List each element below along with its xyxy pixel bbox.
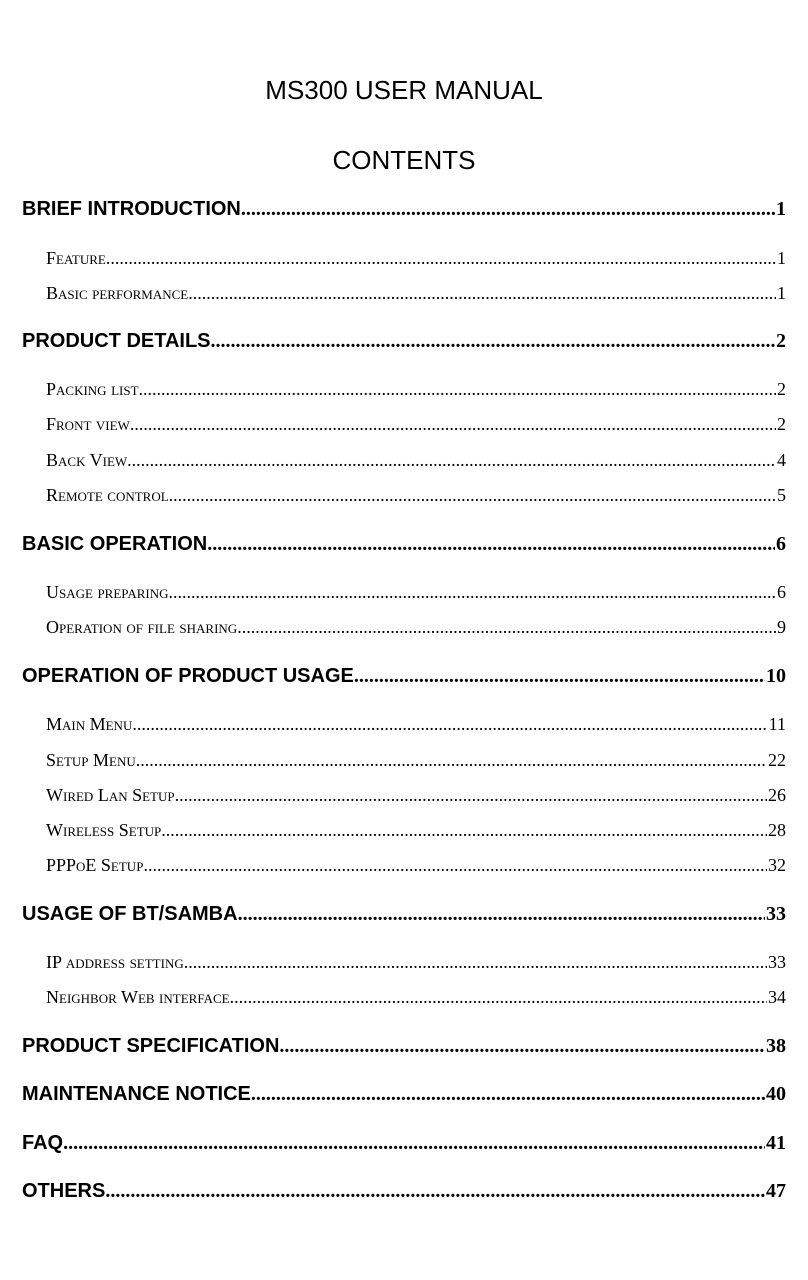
toc-page-number: 6	[777, 582, 786, 602]
toc-entry-title: PPPoE Setup	[46, 855, 144, 875]
toc-entry-title: Wired Lan Setup	[46, 785, 175, 805]
toc-entry-pppoe-setup[interactable]	[46, 853, 786, 877]
toc-dot-leader	[130, 412, 776, 436]
toc-entry-maintenance-notice[interactable]	[22, 1080, 786, 1108]
toc-page-number: 2	[777, 379, 786, 399]
toc-entry-basic-performance[interactable]	[46, 281, 786, 305]
toc-dot-leader	[251, 1080, 765, 1108]
toc-dot-leader	[169, 580, 777, 604]
toc-entry-title: IP address setting	[46, 952, 184, 972]
toc-entry-main-menu[interactable]	[46, 712, 786, 736]
toc-page-number: 1	[776, 198, 786, 220]
toc-entry-title: BASIC OPERATION	[22, 533, 208, 555]
contents-heading: CONTENTS	[332, 145, 476, 175]
toc-entry-title: Usage preparing	[46, 582, 169, 602]
toc-entry-feature[interactable]	[46, 246, 786, 270]
toc-dot-leader	[105, 1177, 765, 1205]
document-title: MS300 USER MANUAL	[265, 75, 543, 105]
toc-entry-title: MAINTENANCE NOTICE	[22, 1083, 251, 1105]
toc-page-number: 22	[768, 750, 786, 770]
toc-dot-leader	[238, 900, 765, 928]
toc-entry-packing-list[interactable]	[46, 377, 786, 401]
toc-page-number: 34	[768, 987, 786, 1007]
toc-page-number: 2	[777, 414, 786, 434]
toc-entry-title: Main Menu	[46, 714, 133, 734]
toc-entry-title: Front view	[46, 414, 130, 434]
toc-entry-title: Packing list	[46, 379, 139, 399]
toc-dot-leader	[136, 748, 767, 772]
toc-page-number: 47	[766, 1180, 786, 1202]
toc-page-number: 33	[766, 903, 786, 925]
toc-entry-title: Wireless Setup	[46, 820, 162, 840]
toc-entry-ip-address-setting[interactable]	[46, 950, 786, 974]
toc-entry-remote-control[interactable]	[46, 483, 786, 507]
toc-entry-operation-of-file-sharing[interactable]	[46, 615, 786, 639]
toc-entry-back-view[interactable]	[46, 448, 786, 472]
toc-entry-basic-operation[interactable]	[22, 530, 786, 558]
toc-page-number: 40	[766, 1083, 786, 1105]
toc-entry-title: BRIEF INTRODUCTION	[22, 198, 241, 220]
toc-entry-title: Operation of file sharing	[46, 617, 238, 637]
toc-page-number: 38	[766, 1035, 786, 1057]
toc-page-number: 1	[777, 283, 786, 303]
toc-dot-leader	[230, 985, 767, 1009]
toc-dot-leader	[175, 783, 767, 807]
toc-entry-product-details[interactable]	[22, 327, 786, 355]
toc-entry-operation-of-product-usage[interactable]	[22, 662, 786, 690]
toc-entry-wireless-setup[interactable]	[46, 818, 786, 842]
toc-dot-leader	[354, 662, 765, 690]
toc-page-number: 4	[777, 450, 786, 470]
toc-entry-title: FAQ	[22, 1132, 64, 1154]
toc-entry-title: USAGE OF BT/SAMBA	[22, 903, 238, 925]
toc-dot-leader	[184, 950, 767, 974]
toc-entry-faq[interactable]	[22, 1129, 786, 1157]
toc-entry-front-view[interactable]	[46, 412, 786, 436]
toc-entry-title: PRODUCT DETAILS	[22, 330, 211, 352]
toc-dot-leader	[127, 448, 776, 472]
toc-page-number: 28	[768, 820, 786, 840]
toc-page-number: 26	[768, 785, 786, 805]
toc-dot-leader	[161, 818, 767, 842]
toc-page-number: 1	[777, 248, 786, 268]
toc-dot-leader	[211, 327, 775, 355]
toc-page-number: 2	[776, 330, 786, 352]
toc-entry-usage-of-bt-samba[interactable]	[22, 900, 786, 928]
toc-dot-leader	[207, 530, 775, 558]
toc-dot-leader	[139, 377, 776, 401]
toc-dot-leader	[106, 246, 776, 270]
toc-entry-brief-introduction[interactable]	[22, 195, 786, 223]
toc-page-number: 33	[768, 952, 786, 972]
toc-dot-leader	[132, 712, 767, 736]
toc-entry-title: PRODUCT SPECIFICATION	[22, 1035, 280, 1057]
toc-dot-leader	[63, 1129, 765, 1157]
toc-entry-wired-lan-setup[interactable]	[46, 783, 786, 807]
toc-entry-others[interactable]	[22, 1177, 786, 1205]
toc-page-number: 9	[777, 617, 786, 637]
toc-page-number: 32	[768, 855, 786, 875]
toc-entry-neighbor-web-interface[interactable]	[46, 985, 786, 1009]
toc-entry-product-specification[interactable]	[22, 1032, 786, 1060]
toc-entry-title: OPERATION OF PRODUCT USAGE	[22, 665, 354, 687]
toc-dot-leader	[279, 1032, 765, 1060]
toc-page-number: 6	[776, 533, 786, 555]
toc-dot-leader	[169, 483, 776, 507]
toc-page-number: 5	[777, 485, 786, 505]
toc-page-number: 10	[766, 665, 786, 687]
toc-dot-leader	[237, 615, 776, 639]
toc-entry-usage-preparing[interactable]	[46, 580, 786, 604]
toc-entry-title: Setup Menu	[46, 750, 136, 770]
toc-entry-title: Feature	[46, 248, 106, 268]
toc-entry-title: Back View	[46, 450, 128, 470]
toc-dot-leader	[188, 281, 776, 305]
toc-dot-leader	[241, 195, 775, 223]
toc-page-number: 11	[768, 714, 786, 734]
toc-dot-leader	[143, 853, 767, 877]
toc-entry-title: Basic performance	[46, 283, 189, 303]
toc-page-number: 41	[766, 1132, 786, 1154]
toc-entry-title: Neighbor Web interface	[46, 987, 230, 1007]
toc-entry-title: OTHERS	[22, 1180, 106, 1202]
toc-entry-setup-menu[interactable]	[46, 748, 786, 772]
toc-entry-title: Remote control	[46, 485, 169, 505]
